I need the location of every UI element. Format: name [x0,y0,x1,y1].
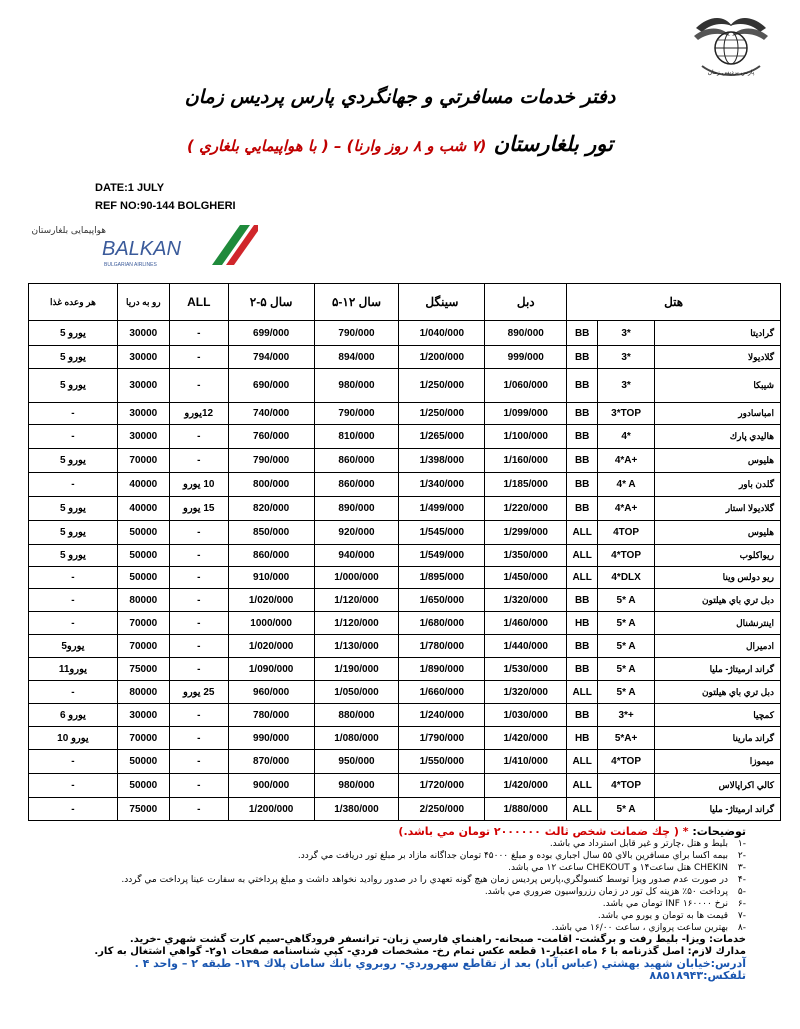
cell-child-2-5: 860/000 [228,545,314,567]
note-item [40,910,746,922]
table-row [29,727,781,750]
table-row [29,403,781,425]
agency-title: دفتر خدمات مسافرتي و جهانگردي پارس پرديس زمان [184,86,616,108]
cell-hotel-name: امباسادور [655,403,781,425]
cell-meal: - [29,612,118,635]
cell-board: BB [567,473,598,497]
cell-sea-view: 30000 [117,321,169,346]
cell-child-5-12: 1/120/000 [314,612,399,635]
cell-single: 1/790/000 [399,727,485,750]
table-row [29,497,781,521]
cell-child-2-5: 900/000 [228,774,314,798]
notes-list [40,838,746,934]
cell-all: - [169,545,228,567]
phone-line: تلفكس:۸۸۵۱۸۹۴۳ [649,969,746,982]
cell-double: 999/000 [485,346,567,369]
note-number: -۲ [737,851,746,861]
header-hotel: هتل [567,284,781,321]
cell-all: 10 يورو [169,473,228,497]
cell-all: - [169,612,228,635]
cell-meal: 5 يورو [29,321,118,346]
cell-board: BB [567,658,598,681]
note-item [40,862,746,874]
cell-all: - [169,704,228,727]
cell-sea-view: 50000 [117,567,169,589]
cell-child-5-12: 980/000 [314,369,399,403]
cell-double: 1/350/000 [485,545,567,567]
cell-meal: - [29,589,118,612]
cell-child-5-12: 940/000 [314,545,399,567]
notes-section [40,826,746,982]
note-item [40,838,746,850]
cell-hotel-name: ريو دولس وينا [655,567,781,589]
cell-child-5-12: 894/000 [314,346,399,369]
cell-sea-view: 80000 [117,681,169,704]
cell-single: 1/398/000 [399,449,485,473]
table-row [29,635,781,658]
note-text: بيمه اكسا براي مسافرين بالاي ۵۵ سال اجباري بوده و مبلغ ۴۵۰۰۰ تومان جداگانه مازاد بر مبلغ تور دريافت مي گردد. [297,851,728,861]
note-item [40,898,746,910]
cell-sea-view: 70000 [117,449,169,473]
cell-hotel-name: گراند مارينا [655,727,781,750]
cell-sea-view: 70000 [117,612,169,635]
note-number: -۵ [737,887,746,897]
table-row [29,774,781,798]
cell-child-5-12: 790/000 [314,403,399,425]
cell-double: 1/160/000 [485,449,567,473]
price-table [28,283,781,821]
cell-single: 1/550/000 [399,750,485,774]
cell-board: ALL [567,567,598,589]
cell-star: 4* [598,425,655,449]
cell-child-5-12: 920/000 [314,521,399,545]
guarantee-note: * ( چك ضمانت شخص ثالث ۲۰۰۰۰۰۰ تومان مي باشد.) [398,825,689,838]
cell-meal: 5 يورو [29,497,118,521]
logo-text: پارس پرديس زمان [707,69,755,76]
cell-meal: - [29,681,118,704]
cell-hotel-name: كالي اكراپالاس [655,774,781,798]
cell-board: ALL [567,545,598,567]
cell-all: 15 يورو [169,497,228,521]
cell-single: 1/499/000 [399,497,485,521]
services-line: خدمات: ويزا- بليط رفت و برگشت- اقامت- صبحانه- راهنماي فارسي زبان- ترانسفر فرودگاهي-سيم كارت گشت شهري -خريد. [129,934,746,945]
cell-all: - [169,658,228,681]
cell-single: 1/250/000 [399,369,485,403]
cell-single: 1/265/000 [399,425,485,449]
cell-sea-view: 50000 [117,545,169,567]
airline-name-fa: هواپیمایی بلغارستان [31,226,106,236]
cell-hotel-name: ميموزا [655,750,781,774]
cell-sea-view: 50000 [117,521,169,545]
cell-single: 1/250/000 [399,403,485,425]
cell-double: 1/100/000 [485,425,567,449]
cell-child-5-12: 1/050/000 [314,681,399,704]
table-row [29,658,781,681]
table-row [29,589,781,612]
note-number: -۸ [737,923,746,933]
note-text: پرداخت ۵۰٪ هزينه كل تور در زمان رزرواسيون ضروري مي باشد. [484,887,728,897]
cell-hotel-name: گلاديولا استار [655,497,781,521]
cell-hotel-name: هليوس [655,449,781,473]
table-row [29,798,781,821]
cell-child-5-12: 810/000 [314,425,399,449]
cell-single: 1/895/000 [399,567,485,589]
cell-child-2-5: 820/000 [228,497,314,521]
cell-star: 3* [598,321,655,346]
cell-single: 1/340/000 [399,473,485,497]
cell-board: HB [567,727,598,750]
cell-hotel-name: گراند ارميتاژ- مليا [655,798,781,821]
cell-child-5-12: 1/190/000 [314,658,399,681]
cell-meal: - [29,798,118,821]
table-row [29,750,781,774]
cell-all: - [169,567,228,589]
cell-meal: 5 يورو [29,545,118,567]
cell-all: - [169,449,228,473]
cell-board: ALL [567,774,598,798]
note-text: CHEKIN هتل ساعت۱۴ و CHEKOUT ساعت ۱۲ مي باشد. [508,863,728,873]
cell-single: 1/650/000 [399,589,485,612]
cell-child-2-5: 740/000 [228,403,314,425]
cell-sea-view: 30000 [117,369,169,403]
cell-double: 1/410/000 [485,750,567,774]
cell-child-2-5: 1/200/000 [228,798,314,821]
cell-board: BB [567,497,598,521]
cell-child-5-12: 1/080/000 [314,727,399,750]
cell-sea-view: 50000 [117,750,169,774]
cell-child-5-12: 1/000/000 [314,567,399,589]
cell-star: 4*TOP [598,774,655,798]
table-row [29,473,781,497]
cell-double: 1/440/000 [485,635,567,658]
cell-child-5-12: 880/000 [314,704,399,727]
cell-double: 1/420/000 [485,774,567,798]
cell-sea-view: 80000 [117,589,169,612]
header-child-2-5: ۲-۵ سال [228,284,314,321]
cell-single: 1/545/000 [399,521,485,545]
cell-child-2-5: 1/090/000 [228,658,314,681]
notes-heading [40,826,746,838]
note-number: -۴ [737,875,746,885]
cell-meal: - [29,425,118,449]
cell-child-2-5: 699/000 [228,321,314,346]
cell-star: 3* [598,369,655,403]
table-row [29,545,781,567]
cell-child-5-12: 950/000 [314,750,399,774]
cell-board: BB [567,635,598,658]
cell-child-2-5: 794/000 [228,346,314,369]
cell-child-5-12: 980/000 [314,774,399,798]
cell-meal: - [29,403,118,425]
cell-board: ALL [567,681,598,704]
cell-star: 5* A [598,635,655,658]
cell-all: - [169,727,228,750]
cell-hotel-name: اينترنشنال [655,612,781,635]
table-row [29,425,781,449]
airline-logo [31,219,258,271]
cell-all: - [169,750,228,774]
tour-title: تور بلغارستان [493,132,613,156]
cell-board: BB [567,589,598,612]
note-number: -۶ [737,899,746,909]
cell-star: 3* [598,346,655,369]
cell-child-5-12: 790/000 [314,321,399,346]
cell-child-2-5: 760/000 [228,425,314,449]
cell-single: 1/780/000 [399,635,485,658]
cell-meal: - [29,473,118,497]
cell-hotel-name: شيبكا [655,369,781,403]
table-row [29,704,781,727]
cell-double: 1/185/000 [485,473,567,497]
cell-double: 1/530/000 [485,658,567,681]
cell-meal: 10 يورو [29,727,118,750]
cell-sea-view: 30000 [117,425,169,449]
cell-meal: 11يورو [29,658,118,681]
table-row [29,567,781,589]
cell-double: 1/030/000 [485,704,567,727]
airline-tagline: BULGARIAN AIRLINES [104,262,157,268]
cell-child-2-5: 790/000 [228,449,314,473]
cell-all: - [169,589,228,612]
cell-hotel-name: دبل تري باي هيلتون [655,589,781,612]
cell-sea-view: 70000 [117,727,169,750]
cell-star: 4*A+ [598,449,655,473]
cell-meal: 5 يورو [29,346,118,369]
cell-child-5-12: 1/120/000 [314,589,399,612]
note-item [40,886,746,898]
cell-star: 4*A+ [598,497,655,521]
tour-duration: (۷ شب و ۸ روز وارنا) – ( با هواپيمايي بلغاري ) [187,137,487,155]
cell-meal: 5 يورو [29,521,118,545]
table-row [29,369,781,403]
cell-meal: 6 يورو [29,704,118,727]
cell-hotel-name: گلاديولا [655,346,781,369]
cell-sea-view: 40000 [117,497,169,521]
cell-star: 3*TOP [598,403,655,425]
cell-star: 5* A [598,681,655,704]
cell-child-2-5: 1/020/000 [228,635,314,658]
cell-double: 1/099/000 [485,403,567,425]
cell-double: 1/320/000 [485,589,567,612]
cell-single: 1/890/000 [399,658,485,681]
cell-double: 890/000 [485,321,567,346]
cell-single: 1/200/000 [399,346,485,369]
table-row [29,346,781,369]
cell-board: BB [567,403,598,425]
cell-board: ALL [567,798,598,821]
cell-sea-view: 75000 [117,798,169,821]
cell-star: 3*+ [598,704,655,727]
cell-child-2-5: 870/000 [228,750,314,774]
cell-hotel-name: هاليدي پارك [655,425,781,449]
cell-star: 4*DLX [598,567,655,589]
note-item [40,850,746,862]
cell-single: 1/720/000 [399,774,485,798]
cell-sea-view: 30000 [117,403,169,425]
cell-double: 1/460/000 [485,612,567,635]
cell-board: BB [567,704,598,727]
cell-board: BB [567,449,598,473]
cell-double: 1/060/000 [485,369,567,403]
cell-child-2-5: 960/000 [228,681,314,704]
cell-sea-view: 30000 [117,704,169,727]
cell-single: 1/240/000 [399,704,485,727]
cell-hotel-name: ريواكلوب [655,545,781,567]
cell-sea-view: 70000 [117,635,169,658]
cell-double: 1/220/000 [485,497,567,521]
table-row [29,681,781,704]
header-double: دبل [485,284,567,321]
table-row [29,612,781,635]
cell-all: 25 يورو [169,681,228,704]
cell-board: BB [567,425,598,449]
cell-child-2-5: 850/000 [228,521,314,545]
cell-board: HB [567,612,598,635]
reference-number: REF NO:90-144 BOLGHERI [95,200,236,212]
cell-sea-view: 40000 [117,473,169,497]
address-line: آدرس:خيابان شهيد بهشتي (عباس آباد) بعد از تقاطع سهروردي- روبروي بانك سامان پلاك ۱۳۹- طبقه ۲ – واحد ۴ . [134,957,746,970]
cell-all: - [169,798,228,821]
header-meal: هر وعده غذا [29,284,118,321]
cell-meal: 5 يورو [29,449,118,473]
cell-child-2-5: 990/000 [228,727,314,750]
table-row [29,449,781,473]
cell-star: 5* A [598,658,655,681]
cell-child-5-12: 890/000 [314,497,399,521]
cell-double: 1/450/000 [485,567,567,589]
cell-single: 1/660/000 [399,681,485,704]
cell-hotel-name: دبل تري باي هيلتون [655,681,781,704]
cell-all: - [169,635,228,658]
header-child-5-12: ۵-۱۲ سال [314,284,399,321]
note-number: -۱ [737,839,746,849]
note-text: بهترين ساعت پروازي ، ساعت ۱۶/۰۰ مي باشد. [551,923,728,933]
cell-child-5-12: 1/380/000 [314,798,399,821]
cell-meal: - [29,774,118,798]
cell-hotel-name: گراديتا [655,321,781,346]
cell-board: BB [567,346,598,369]
table-row [29,321,781,346]
cell-single: 1/549/000 [399,545,485,567]
cell-child-2-5: 1/020/000 [228,589,314,612]
note-number: -۳ [737,863,746,873]
notes-title: توضيحات: [692,825,746,838]
cell-star: 5* A [598,612,655,635]
cell-board: BB [567,321,598,346]
cell-hotel-name: گراند ارميتاژ- مليا [655,658,781,681]
header-single: سينگل [399,284,485,321]
cell-hotel-name: گلدن باور [655,473,781,497]
cell-meal: 5يورو [29,635,118,658]
cell-sea-view: 30000 [117,346,169,369]
cell-all: - [169,346,228,369]
note-text: نرخ INF ۱۶۰۰۰۰ تومان مي باشد. [602,899,728,909]
cell-double: 1/299/000 [485,521,567,545]
cell-child-2-5: 800/000 [228,473,314,497]
cell-board: ALL [567,521,598,545]
note-item [40,922,746,934]
documents-line: مدارك لازم: اصل گذرنامه با ۶ ماه اعتبار-۱ قطعه عكس تمام رخ- مشخصات فردي- كپي شناسنامه صفحات ۱و۲- گواهي اشتغال به كار. [94,946,746,957]
cell-child-2-5: 1000/000 [228,612,314,635]
note-text: بليط و هتل ،چارتر و غير قابل استرداد مي باشد. [549,839,728,849]
date-line: DATE:1 JULY [95,182,165,194]
cell-star: 5* A [598,589,655,612]
cell-hotel-name: هليوس [655,521,781,545]
cell-child-2-5: 690/000 [228,369,314,403]
cell-star: 5*A+ [598,727,655,750]
cell-board: ALL [567,750,598,774]
cell-child-5-12: 1/130/000 [314,635,399,658]
tour-title-line [100,132,700,156]
cell-all: - [169,521,228,545]
cell-all: - [169,321,228,346]
cell-star: 4TOP [598,521,655,545]
cell-child-2-5: 780/000 [228,704,314,727]
table-header-row [29,284,781,321]
cell-star: 4* A [598,473,655,497]
cell-double: 1/420/000 [485,727,567,750]
cell-single: 2/250/000 [399,798,485,821]
note-number: -۷ [737,911,746,921]
header-sea-view: رو به دريا [117,284,169,321]
note-text: قيمت ها به تومان و يورو مي باشد. [597,911,728,921]
cell-meal: - [29,567,118,589]
note-item [40,874,746,886]
cell-hotel-name: ادميرال [655,635,781,658]
cell-single: 1/040/000 [399,321,485,346]
cell-sea-view: 75000 [117,658,169,681]
cell-child-5-12: 860/000 [314,473,399,497]
cell-all: - [169,774,228,798]
cell-meal: - [29,750,118,774]
cell-star: 4*TOP [598,545,655,567]
cell-single: 1/680/000 [399,612,485,635]
note-text: در صورت عدم صدور ويزا توسط كنسولگري،پارس پرديس زمان هيچ گونه تعهدي را در صدور رواديد نخواهد داشت و مبلغ پرداختي به سفارت عينا پرداخت مي گردد. [121,875,728,885]
cell-sea-view: 50000 [117,774,169,798]
header-all: ALL [169,284,228,321]
airline-name-en: BALKAN [102,238,181,260]
cell-child-2-5: 910/000 [228,567,314,589]
cell-meal: 5 يورو [29,369,118,403]
cell-double: 1/880/000 [485,798,567,821]
cell-star: 5* A [598,798,655,821]
cell-all: - [169,425,228,449]
cell-star: 4*TOP [598,750,655,774]
table-row [29,521,781,545]
cell-double: 1/320/000 [485,681,567,704]
cell-all: 12يورو [169,403,228,425]
cell-all: - [169,369,228,403]
cell-board: BB [567,369,598,403]
cell-child-5-12: 860/000 [314,449,399,473]
agency-logo [688,6,774,84]
cell-hotel-name: كمچيا [655,704,781,727]
